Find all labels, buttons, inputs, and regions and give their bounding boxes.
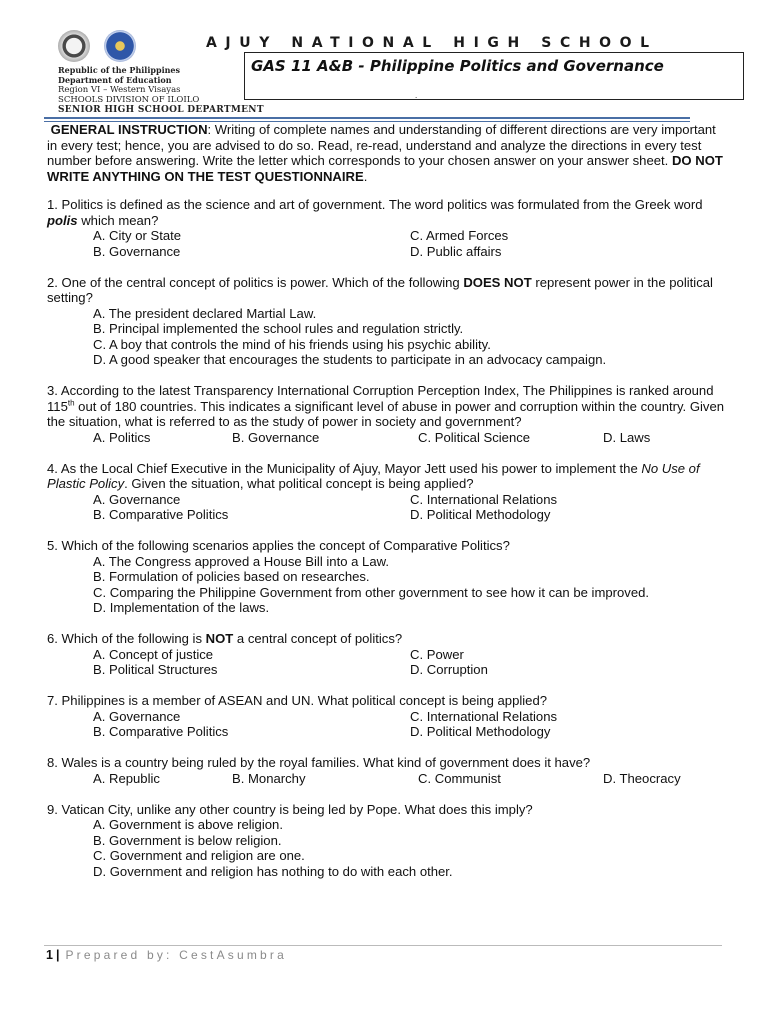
option: A. Republic bbox=[93, 770, 160, 786]
option: B. Principal implemented the school rules and regulation strictly. bbox=[93, 321, 464, 336]
instruction-emphasis: DO NOT WRITE ANYTHING ON THE TEST QUESTIONNAIRE bbox=[47, 153, 723, 184]
question-9 bbox=[47, 802, 727, 880]
option: D. Government and religion has nothing to do with each other. bbox=[93, 863, 453, 879]
option: C. Communist bbox=[418, 770, 501, 786]
subject-title: GAS 11 A&B - Philippine Politics and Governance bbox=[251, 57, 664, 75]
question-2 bbox=[47, 275, 727, 368]
question-8-options bbox=[93, 771, 727, 787]
option: B. Governance bbox=[232, 429, 320, 445]
question-3-options bbox=[93, 430, 727, 446]
question-6-options bbox=[93, 647, 727, 678]
option: D. Political Methodology bbox=[410, 724, 551, 739]
option: D. Theocracy bbox=[603, 770, 681, 786]
question-2-stem: 2. One of the central concept of politics is power. Which of the following DOES NOT represent power in the political setting? bbox=[47, 274, 713, 305]
question-5 bbox=[47, 538, 727, 616]
option: A. Government is above religion. bbox=[93, 817, 283, 832]
option: C. Comparing the Philippine Government from other government to see how it can be improved. bbox=[93, 584, 650, 600]
agency-line-republic: Republic of the Philippines bbox=[58, 65, 181, 75]
option: D. A good speaker that encourages the students to participate in an advocacy campaign. bbox=[93, 352, 607, 367]
footer-separator: | bbox=[55, 948, 60, 962]
question-9-options bbox=[93, 817, 727, 879]
questionnaire bbox=[47, 122, 727, 895]
subject-box bbox=[244, 52, 744, 100]
question-5-options bbox=[93, 554, 727, 616]
agency-line-division: SCHOOLS DIVISION OF ILOILO bbox=[58, 95, 200, 105]
question-4 bbox=[47, 461, 727, 523]
instruction-end: . bbox=[363, 168, 368, 184]
question-5-stem: 5. Which of the following scenarios applies the concept of Comparative Politics? bbox=[47, 538, 510, 553]
question-1-stem: 1. Politics is defined as the science and art of government. The word politics was formulated from the Greek word polis which mean? bbox=[47, 197, 703, 228]
option: D. Political Methodology bbox=[410, 507, 551, 522]
option: D. Public affairs bbox=[410, 243, 502, 259]
footer-rule bbox=[44, 945, 722, 946]
agency-line-department: Department of Education bbox=[58, 75, 172, 85]
option: C. Armed Forces bbox=[410, 228, 509, 243]
question-4-stem: 4. As the Local Chief Executive in the Municipality of Ajuy, Mayor Jett used his power to implement the No Use of Plastic Policy. Given the situation, what political concept is being applied? bbox=[47, 460, 700, 491]
subject-mark: . bbox=[415, 91, 418, 100]
option: A. Governance bbox=[93, 708, 181, 724]
question-7 bbox=[47, 693, 727, 740]
question-7-options bbox=[93, 709, 727, 740]
option: B. Comparative Politics bbox=[93, 724, 229, 739]
deped-seal-icon bbox=[58, 30, 90, 62]
question-1 bbox=[47, 197, 727, 259]
page-number: 1 bbox=[46, 948, 53, 962]
instruction-text: : Writing of complete names and understanding of different directions are very important in every test; hence, you are advised to do so. Read, re-read, understand and analyze the directions in every test number before answering. Write the letter which corresponds to your chosen answer on your answer sheet. bbox=[47, 122, 716, 168]
option: B. Comparative Politics bbox=[93, 507, 229, 522]
option: A. Governance bbox=[93, 491, 181, 507]
question-7-stem: 7. Philippines is a member of ASEAN and UN. What political concept is being applied? bbox=[47, 693, 548, 708]
question-2-options bbox=[93, 306, 727, 368]
option: C. Government and religion are one. bbox=[93, 848, 305, 863]
question-8-stem: 8. Wales is a country being ruled by the royal families. What kind of government does it have? bbox=[47, 755, 591, 770]
general-instruction bbox=[47, 122, 727, 184]
instruction-label: GENERAL INSTRUCTION bbox=[50, 122, 208, 137]
question-3-stem: 3. According to the latest Transparency International Corruption Perception Index, The Philippines is ranked around 115th out of 180 countries. This indicates a significant level of abuse in power and corruption within the country. Given the situation, what is referred to as the study of power in society and government? bbox=[47, 383, 725, 429]
agency-block bbox=[58, 65, 264, 115]
question-9-stem: 9. Vatican City, unlike any other country is being led by Pope. What does this imply? bbox=[47, 801, 533, 817]
option: C. International Relations bbox=[410, 491, 558, 507]
footer bbox=[46, 948, 287, 962]
option: B. Political Structures bbox=[93, 662, 218, 677]
option: B. Monarchy bbox=[232, 770, 306, 786]
division-seal-icon bbox=[104, 30, 136, 62]
question-3 bbox=[47, 383, 727, 445]
option: B. Governance bbox=[93, 243, 181, 259]
option: A. The Congress approved a House Bill into a Law. bbox=[93, 553, 389, 569]
school-name: AJUY NATIONAL HIGH SCHOOL bbox=[206, 35, 658, 51]
question-8 bbox=[47, 755, 727, 786]
option: B. Government is below religion. bbox=[93, 832, 282, 848]
option: C. International Relations bbox=[410, 708, 558, 724]
agency-line-department-shs: SENIOR HIGH SCHOOL DEPARTMENT bbox=[58, 105, 264, 115]
option: A. City or State bbox=[93, 228, 182, 243]
question-4-options bbox=[93, 492, 727, 523]
option: A. Concept of justice bbox=[93, 646, 214, 662]
option: C. A boy that controls the mind of his friends using his psychic ability. bbox=[93, 336, 491, 352]
header-rule bbox=[44, 117, 690, 119]
option: D. Implementation of the laws. bbox=[93, 600, 270, 615]
option: A. Politics bbox=[93, 429, 151, 445]
option: D. Corruption bbox=[410, 662, 488, 677]
agency-line-region: Region VI – Western Visayas bbox=[58, 85, 181, 95]
question-1-options bbox=[93, 228, 727, 259]
option: A. The president declared Martial Law. bbox=[93, 305, 317, 321]
logos bbox=[58, 30, 158, 64]
question-6-stem: 6. Which of the following is NOT a central concept of politics? bbox=[47, 631, 403, 646]
option: D. Laws bbox=[603, 429, 651, 445]
option: C. Political Science bbox=[418, 429, 531, 445]
question-6 bbox=[47, 631, 727, 678]
prepared-by: Prepared by: CestAsumbra bbox=[65, 948, 287, 962]
option: B. Formulation of policies based on researches. bbox=[93, 569, 370, 584]
option: C. Power bbox=[410, 646, 464, 662]
